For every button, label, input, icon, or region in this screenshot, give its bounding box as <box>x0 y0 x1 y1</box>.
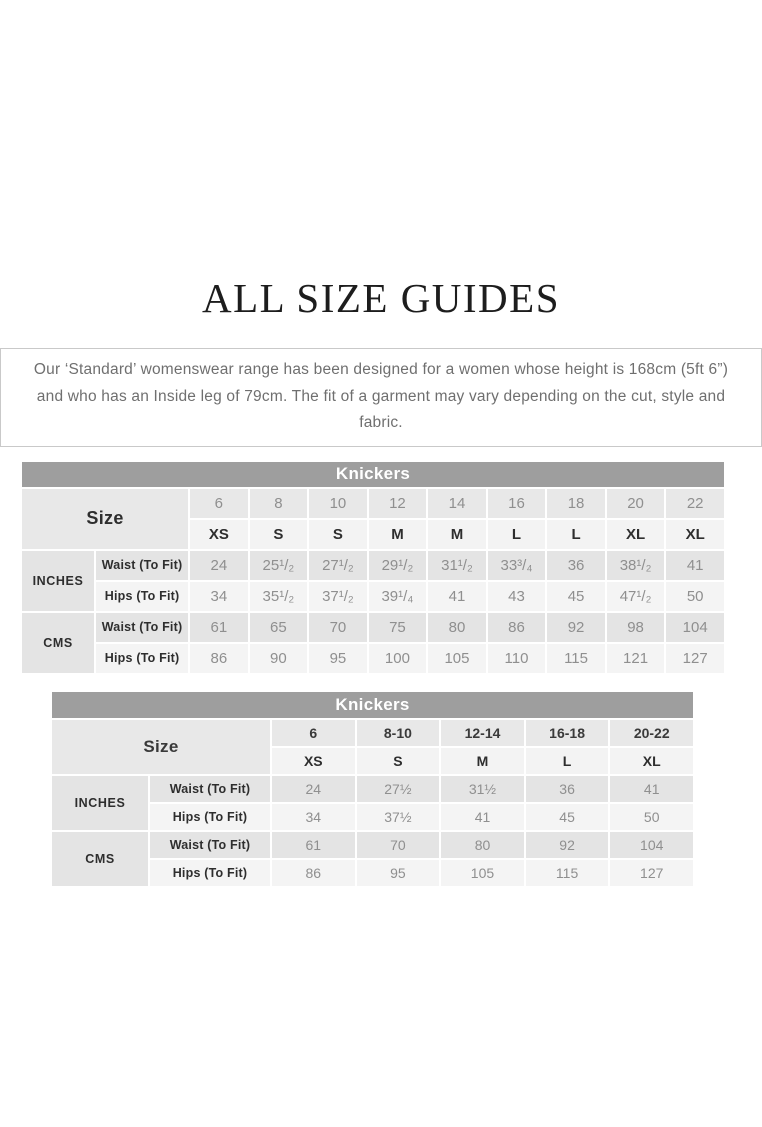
value-cell: 31¹/₂ <box>428 551 486 580</box>
size-number-cell: 18 <box>547 489 605 518</box>
value-cell: 36 <box>526 776 609 802</box>
measure-label: Waist (To Fit) <box>96 551 188 580</box>
size-number-cell: 8 <box>250 489 308 518</box>
size-table-detailed <box>20 460 726 675</box>
value-cell: 92 <box>526 832 609 858</box>
size-letter-cell: M <box>428 520 486 549</box>
value-cell: 127 <box>610 860 693 886</box>
size-letter-cell: XL <box>607 520 665 549</box>
size-letter-cell: L <box>526 748 609 774</box>
value-cell: 115 <box>547 644 605 673</box>
size-letter-cell: XL <box>610 748 693 774</box>
size-number-cell: 20-22 <box>610 720 693 746</box>
value-cell: 24 <box>272 776 355 802</box>
value-cell: 31½ <box>441 776 524 802</box>
value-cell: 70 <box>357 832 440 858</box>
size-letter-cell: XS <box>272 748 355 774</box>
size-number-cell: 22 <box>666 489 724 518</box>
value-cell: 95 <box>309 644 367 673</box>
value-cell: 70 <box>309 613 367 642</box>
value-cell: 86 <box>190 644 248 673</box>
size-number-cell: 20 <box>607 489 665 518</box>
value-cell: 43 <box>488 582 546 611</box>
size-number-cell: 6 <box>190 489 248 518</box>
value-cell: 115 <box>526 860 609 886</box>
value-cell: 105 <box>428 644 486 673</box>
unit-label-inches: INCHES <box>22 551 94 611</box>
size-number-cell: 8-10 <box>357 720 440 746</box>
unit-label-cms: CMS <box>52 832 148 886</box>
value-cell: 50 <box>610 804 693 830</box>
value-cell: 37¹/₂ <box>309 582 367 611</box>
value-cell: 75 <box>369 613 427 642</box>
value-cell: 104 <box>610 832 693 858</box>
value-cell: 41 <box>441 804 524 830</box>
size-guide-page <box>0 27 762 1127</box>
value-cell: 86 <box>272 860 355 886</box>
size-letter-cell: L <box>547 520 605 549</box>
size-number-row <box>52 720 693 746</box>
value-cell: 25¹/₂ <box>250 551 308 580</box>
table-title: Knickers <box>22 462 724 487</box>
intro-box <box>0 348 762 447</box>
table-title: Knickers <box>52 692 693 718</box>
value-cell: 61 <box>272 832 355 858</box>
value-cell: 36 <box>547 551 605 580</box>
value-cell: 45 <box>547 582 605 611</box>
value-cell: 50 <box>666 582 724 611</box>
value-cell: 47¹/₂ <box>607 582 665 611</box>
page-title: ALL SIZE GUIDES <box>201 275 561 322</box>
value-cell: 110 <box>488 644 546 673</box>
measure-label: Waist (To Fit) <box>150 776 270 802</box>
value-cell: 100 <box>369 644 427 673</box>
value-cell: 92 <box>547 613 605 642</box>
size-number-cell: 10 <box>309 489 367 518</box>
size-letter-cell: S <box>250 520 308 549</box>
value-cell: 41 <box>666 551 724 580</box>
value-cell: 34 <box>190 582 248 611</box>
value-cell: 27¹/₂ <box>309 551 367 580</box>
measure-label: Waist (To Fit) <box>96 613 188 642</box>
value-cell: 104 <box>666 613 724 642</box>
size-letter-cell: XS <box>190 520 248 549</box>
measure-label: Waist (To Fit) <box>150 832 270 858</box>
size-label: Size <box>52 720 270 774</box>
size-number-cell: 12 <box>369 489 427 518</box>
size-number-row <box>22 489 724 518</box>
value-cell: 105 <box>441 860 524 886</box>
size-label: Size <box>22 489 188 549</box>
measurement-row <box>22 644 724 673</box>
value-cell: 24 <box>190 551 248 580</box>
value-cell: 80 <box>428 613 486 642</box>
measurement-row <box>52 860 693 886</box>
value-cell: 37½ <box>357 804 440 830</box>
size-letter-cell: M <box>369 520 427 549</box>
size-letter-cell: XL <box>666 520 724 549</box>
value-cell: 29¹/₂ <box>369 551 427 580</box>
value-cell: 127 <box>666 644 724 673</box>
measure-label: Hips (To Fit) <box>96 582 188 611</box>
value-cell: 41 <box>428 582 486 611</box>
size-number-cell: 12-14 <box>441 720 524 746</box>
table-header-row <box>52 692 693 718</box>
size-letter-cell: L <box>488 520 546 549</box>
value-cell: 86 <box>488 613 546 642</box>
value-cell: 39¹/₄ <box>369 582 427 611</box>
value-cell: 121 <box>607 644 665 673</box>
size-table-grouped <box>50 690 695 888</box>
measurement-row <box>52 804 693 830</box>
value-cell: 38¹/₂ <box>607 551 665 580</box>
unit-label-cms: CMS <box>22 613 94 673</box>
measurement-row <box>22 551 724 580</box>
value-cell: 65 <box>250 613 308 642</box>
value-cell: 35¹/₂ <box>250 582 308 611</box>
measure-label: Hips (To Fit) <box>150 804 270 830</box>
measure-label: Hips (To Fit) <box>150 860 270 886</box>
value-cell: 95 <box>357 860 440 886</box>
value-cell: 33³/₄ <box>488 551 546 580</box>
value-cell: 45 <box>526 804 609 830</box>
size-letter-cell: M <box>441 748 524 774</box>
measurement-row <box>52 832 693 858</box>
intro-text: Our ‘Standard’ womenswear range has been designed for a women whose height is 168cm (5ft 6”) and who has an Inside leg of 79cm. The fit of a garment may vary depending on the cut, style and fabric. <box>33 360 729 432</box>
value-cell: 90 <box>250 644 308 673</box>
size-letter-cell: S <box>357 748 440 774</box>
value-cell: 41 <box>610 776 693 802</box>
value-cell: 27½ <box>357 776 440 802</box>
measurement-row <box>22 613 724 642</box>
measure-label: Hips (To Fit) <box>96 644 188 673</box>
value-cell: 61 <box>190 613 248 642</box>
size-number-cell: 16-18 <box>526 720 609 746</box>
measurement-row <box>52 776 693 802</box>
value-cell: 98 <box>607 613 665 642</box>
size-letter-cell: S <box>309 520 367 549</box>
unit-label-inches: INCHES <box>52 776 148 830</box>
size-number-cell: 6 <box>272 720 355 746</box>
size-number-cell: 14 <box>428 489 486 518</box>
measurement-row <box>22 582 724 611</box>
size-number-cell: 16 <box>488 489 546 518</box>
value-cell: 34 <box>272 804 355 830</box>
table-header-row <box>22 462 724 487</box>
value-cell: 80 <box>441 832 524 858</box>
